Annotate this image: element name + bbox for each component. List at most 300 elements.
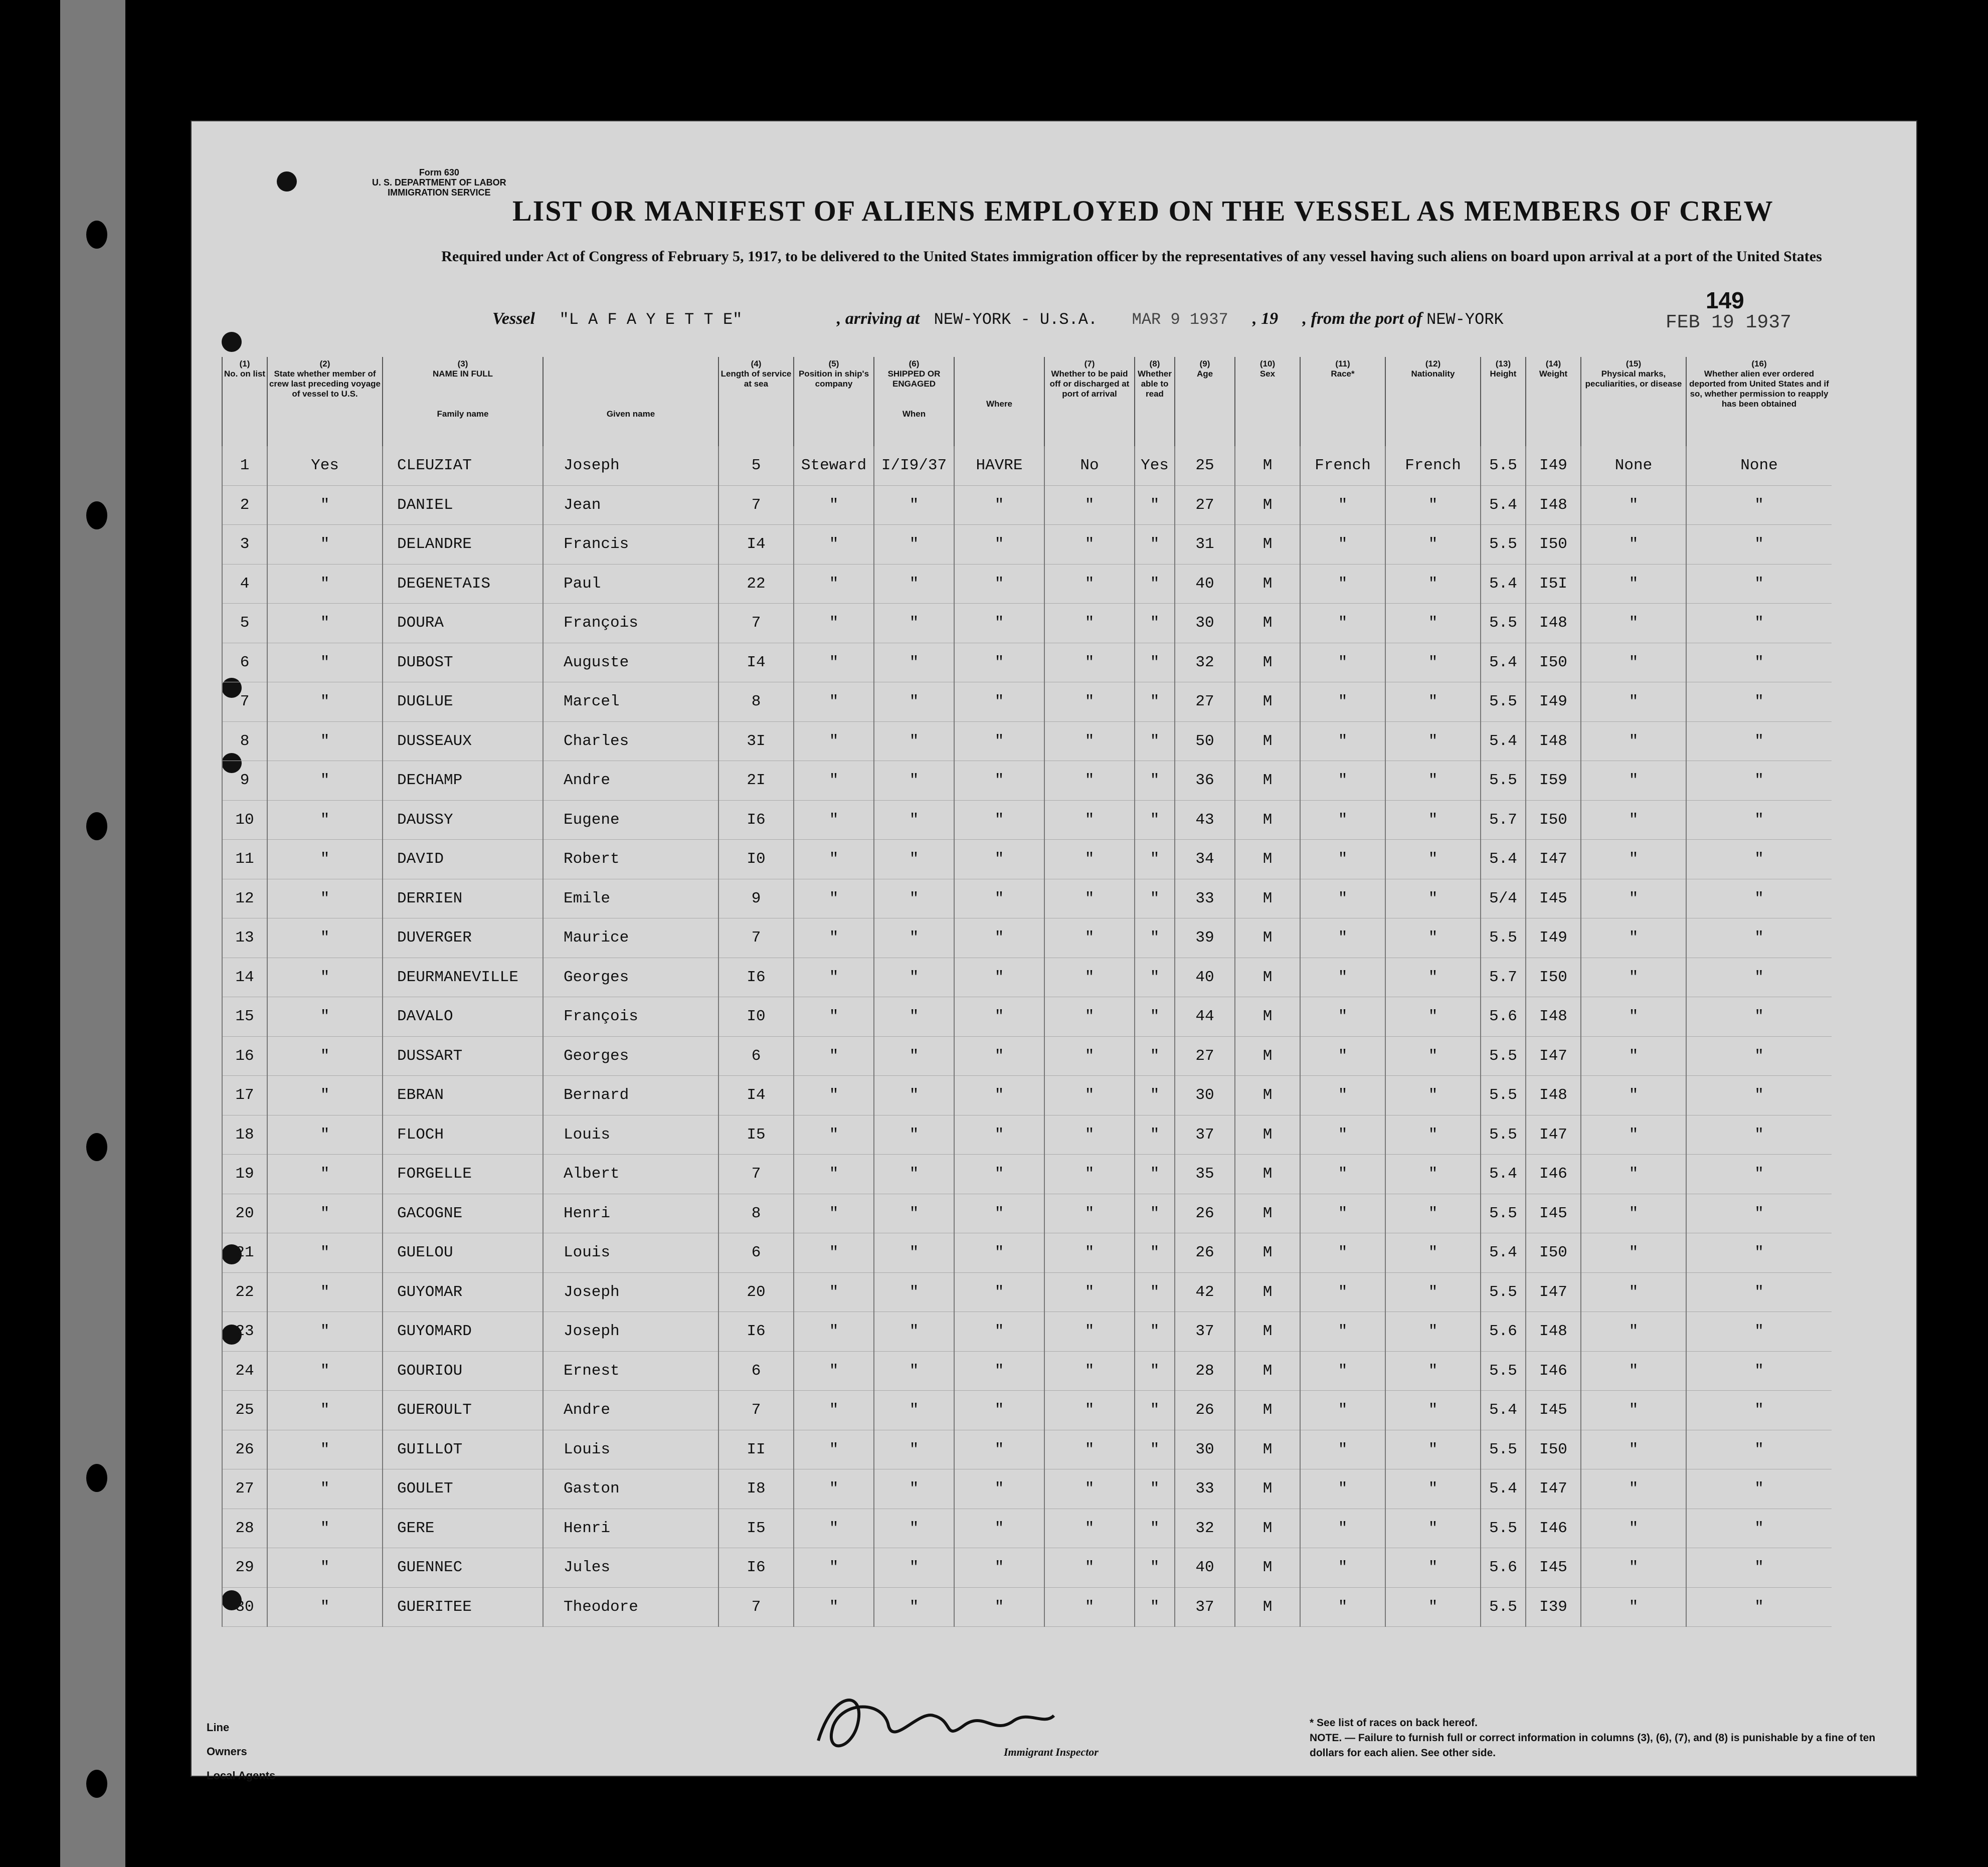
- cell-previous-voyage: ": [267, 997, 383, 1037]
- cell-position: ": [794, 643, 874, 682]
- cell-previous-voyage: ": [267, 800, 383, 840]
- cell-weight: I45: [1526, 1194, 1581, 1233]
- cell-sex: M: [1235, 485, 1300, 525]
- cell-paid-off: ": [1044, 1155, 1135, 1194]
- cell-weight: I48: [1526, 1312, 1581, 1352]
- cell-deported: ": [1686, 1469, 1832, 1509]
- cell-shipped-when: ": [874, 1312, 954, 1352]
- cell-family-name: DANIEL: [383, 485, 543, 525]
- cell-given-name: Emile: [543, 879, 718, 918]
- cell-weight: I47: [1526, 1115, 1581, 1155]
- cell-able-to-read: ": [1135, 721, 1175, 761]
- cell-shipped-when: ": [874, 1076, 954, 1115]
- cell-race: ": [1300, 1115, 1385, 1155]
- cell-weight: I46: [1526, 1509, 1581, 1548]
- cell-previous-voyage: ": [267, 564, 383, 604]
- cell-deported: ": [1686, 1115, 1832, 1155]
- cell-weight: I47: [1526, 1469, 1581, 1509]
- cell-able-to-read: ": [1135, 1312, 1175, 1352]
- col-header-no: (1) No. on list: [222, 357, 267, 446]
- table-row: [222, 879, 1832, 918]
- cell-service-length: 6: [718, 1233, 794, 1273]
- cell-paid-off: ": [1044, 1391, 1135, 1430]
- cell-no: 4: [222, 564, 267, 604]
- cell-height: 5.5: [1481, 1076, 1526, 1115]
- cell-no: 25: [222, 1391, 267, 1430]
- cell-physical-marks: ": [1581, 1430, 1686, 1469]
- cell-deported: ": [1686, 800, 1832, 840]
- cell-shipped-when: ": [874, 1391, 954, 1430]
- cell-deported: ": [1686, 1155, 1832, 1194]
- cell-position: ": [794, 1115, 874, 1155]
- cell-height: 5.5: [1481, 761, 1526, 801]
- cell-height: 5.7: [1481, 800, 1526, 840]
- arrival-date: MAR 9 1937: [1132, 310, 1228, 329]
- cell-position: ": [794, 1469, 874, 1509]
- cell-service-length: I0: [718, 997, 794, 1037]
- cell-service-length: I5: [718, 1509, 794, 1548]
- cell-nationality: ": [1385, 643, 1481, 682]
- cell-sex: M: [1235, 1391, 1300, 1430]
- cell-family-name: GUYOMARD: [383, 1312, 543, 1352]
- cell-deported: ": [1686, 840, 1832, 879]
- cell-deported: ": [1686, 1272, 1832, 1312]
- cell-given-name: Maurice: [543, 918, 718, 958]
- cell-shipped-when: ": [874, 485, 954, 525]
- cell-race: ": [1300, 1469, 1385, 1509]
- cell-age: 37: [1175, 1312, 1235, 1352]
- col-header-previous-voyage: (2) State whether member of crew last preceding voyage of vessel to U.S.: [267, 357, 383, 446]
- col-header-service-length: (4) Length of service at sea: [718, 357, 794, 446]
- cell-no: 6: [222, 643, 267, 682]
- cell-given-name: Louis: [543, 1430, 718, 1469]
- cell-physical-marks: ": [1581, 761, 1686, 801]
- cell-family-name: DUBOST: [383, 643, 543, 682]
- cell-age: 37: [1175, 1587, 1235, 1627]
- cell-deported: ": [1686, 1233, 1832, 1273]
- cell-no: 19: [222, 1155, 267, 1194]
- punch-hole: [86, 812, 107, 840]
- table-row: [222, 958, 1832, 997]
- cell-position: ": [794, 840, 874, 879]
- cell-family-name: DEURMANEVILLE: [383, 958, 543, 997]
- table-row: [222, 1272, 1832, 1312]
- cell-age: 35: [1175, 1155, 1235, 1194]
- cell-age: 30: [1175, 1430, 1235, 1469]
- cell-height: 5.5: [1481, 1587, 1526, 1627]
- cell-height: 5.4: [1481, 1469, 1526, 1509]
- cell-able-to-read: ": [1135, 1233, 1175, 1273]
- cell-no: 21: [222, 1233, 267, 1273]
- cell-shipped-where: ": [954, 1312, 1044, 1352]
- cell-paid-off: ": [1044, 1076, 1135, 1115]
- cell-previous-voyage: ": [267, 1548, 383, 1588]
- table-row: [222, 1233, 1832, 1273]
- cell-race: ": [1300, 1155, 1385, 1194]
- cell-position: ": [794, 1391, 874, 1430]
- cell-service-length: I4: [718, 525, 794, 565]
- punch-hole: [86, 501, 107, 529]
- cell-shipped-when: ": [874, 997, 954, 1037]
- cell-weight: I49: [1526, 446, 1581, 485]
- cell-family-name: GUILLOT: [383, 1430, 543, 1469]
- cell-shipped-when: ": [874, 682, 954, 722]
- table-row: [222, 604, 1832, 643]
- cell-height: 5.5: [1481, 604, 1526, 643]
- cell-given-name: Louis: [543, 1233, 718, 1273]
- cell-family-name: GOURIOU: [383, 1351, 543, 1391]
- cell-sex: M: [1235, 721, 1300, 761]
- cell-no: 12: [222, 879, 267, 918]
- cell-shipped-where: ": [954, 1391, 1044, 1430]
- cell-age: 36: [1175, 761, 1235, 801]
- cell-given-name: Joseph: [543, 446, 718, 485]
- col-header-shipped-when: (6) SHIPPED OR ENGAGED When: [874, 357, 954, 446]
- cell-given-name: Louis: [543, 1115, 718, 1155]
- cell-physical-marks: ": [1581, 485, 1686, 525]
- cell-able-to-read: ": [1135, 1430, 1175, 1469]
- cell-sex: M: [1235, 1312, 1300, 1352]
- cell-previous-voyage: ": [267, 958, 383, 997]
- cell-position: ": [794, 879, 874, 918]
- cell-shipped-where: ": [954, 1351, 1044, 1391]
- cell-given-name: Joseph: [543, 1312, 718, 1352]
- cell-nationality: ": [1385, 1155, 1481, 1194]
- cell-age: 40: [1175, 958, 1235, 997]
- cell-race: ": [1300, 1391, 1385, 1430]
- cell-able-to-read: ": [1135, 879, 1175, 918]
- left-filmstrip: [60, 0, 125, 1867]
- cell-paid-off: ": [1044, 800, 1135, 840]
- cell-previous-voyage: ": [267, 840, 383, 879]
- inspector-label: Immigrant Inspector: [1004, 1746, 1099, 1758]
- cell-paid-off: ": [1044, 1587, 1135, 1627]
- cell-sex: M: [1235, 1469, 1300, 1509]
- cell-position: ": [794, 1036, 874, 1076]
- cell-shipped-when: ": [874, 1233, 954, 1273]
- cell-weight: I49: [1526, 682, 1581, 722]
- cell-shipped-when: ": [874, 800, 954, 840]
- cell-shipped-where: ": [954, 1155, 1044, 1194]
- cell-race: ": [1300, 879, 1385, 918]
- cell-service-length: 6: [718, 1351, 794, 1391]
- cell-shipped-when: ": [874, 1036, 954, 1076]
- table-row: [222, 918, 1832, 958]
- cell-physical-marks: ": [1581, 1036, 1686, 1076]
- from-label: , from the port of: [1302, 309, 1422, 328]
- cell-able-to-read: ": [1135, 1036, 1175, 1076]
- cell-shipped-when: ": [874, 1509, 954, 1548]
- cell-position: ": [794, 800, 874, 840]
- col-header-height: (13) Height: [1481, 357, 1526, 446]
- cell-weight: I45: [1526, 1548, 1581, 1588]
- cell-no: 15: [222, 997, 267, 1037]
- cell-sex: M: [1235, 1509, 1300, 1548]
- cell-nationality: ": [1385, 1036, 1481, 1076]
- cell-paid-off: ": [1044, 1430, 1135, 1469]
- cell-height: 5.6: [1481, 1548, 1526, 1588]
- cell-paid-off: ": [1044, 1115, 1135, 1155]
- cell-service-length: 3I: [718, 721, 794, 761]
- cell-physical-marks: ": [1581, 604, 1686, 643]
- cell-family-name: DUSSART: [383, 1036, 543, 1076]
- cell-previous-voyage: ": [267, 1430, 383, 1469]
- cell-shipped-when: ": [874, 879, 954, 918]
- cell-nationality: ": [1385, 800, 1481, 840]
- cell-position: ": [794, 1509, 874, 1548]
- cell-physical-marks: ": [1581, 1076, 1686, 1115]
- cell-given-name: Andre: [543, 761, 718, 801]
- cell-race: ": [1300, 1076, 1385, 1115]
- cell-sex: M: [1235, 1115, 1300, 1155]
- cell-position: ": [794, 564, 874, 604]
- cell-family-name: CLEUZIAT: [383, 446, 543, 485]
- cell-height: 5.4: [1481, 564, 1526, 604]
- cell-position: ": [794, 485, 874, 525]
- cell-weight: I50: [1526, 643, 1581, 682]
- cell-sex: M: [1235, 525, 1300, 565]
- cell-no: 22: [222, 1272, 267, 1312]
- table-row: [222, 1391, 1832, 1430]
- cell-service-length: 5: [718, 446, 794, 485]
- table-row: [222, 1469, 1832, 1509]
- cell-weight: I45: [1526, 879, 1581, 918]
- cell-shipped-when: ": [874, 1351, 954, 1391]
- cell-service-length: 7: [718, 1391, 794, 1430]
- cell-paid-off: ": [1044, 564, 1135, 604]
- cell-race: ": [1300, 1430, 1385, 1469]
- cell-physical-marks: ": [1581, 879, 1686, 918]
- cell-previous-voyage: ": [267, 682, 383, 722]
- cell-height: 5.5: [1481, 1194, 1526, 1233]
- cell-service-length: I8: [718, 1469, 794, 1509]
- cell-deported: ": [1686, 485, 1832, 525]
- cell-given-name: Albert: [543, 1155, 718, 1194]
- cell-previous-voyage: ": [267, 721, 383, 761]
- cell-no: 20: [222, 1194, 267, 1233]
- arriving-port: NEW-YORK - U.S.A.: [934, 310, 1098, 329]
- cell-shipped-when: ": [874, 525, 954, 565]
- cell-weight: I50: [1526, 1430, 1581, 1469]
- cell-previous-voyage: ": [267, 1233, 383, 1273]
- punch-hole: [86, 1133, 107, 1161]
- cell-shipped-when: ": [874, 1155, 954, 1194]
- cell-physical-marks: ": [1581, 564, 1686, 604]
- cell-height: 5.5: [1481, 1272, 1526, 1312]
- cell-previous-voyage: ": [267, 1115, 383, 1155]
- cell-no: 1: [222, 446, 267, 485]
- cell-previous-voyage: ": [267, 643, 383, 682]
- cell-race: ": [1300, 840, 1385, 879]
- cell-shipped-where: ": [954, 958, 1044, 997]
- cell-age: 26: [1175, 1194, 1235, 1233]
- cell-position: ": [794, 525, 874, 565]
- cell-height: 5.5: [1481, 1351, 1526, 1391]
- cell-weight: I46: [1526, 1155, 1581, 1194]
- cell-shipped-when: ": [874, 1272, 954, 1312]
- cell-service-length: I6: [718, 1312, 794, 1352]
- cell-shipped-where: ": [954, 643, 1044, 682]
- cell-nationality: ": [1385, 879, 1481, 918]
- cell-physical-marks: ": [1581, 643, 1686, 682]
- cell-race: ": [1300, 1351, 1385, 1391]
- cell-age: 26: [1175, 1233, 1235, 1273]
- cell-no: 3: [222, 525, 267, 565]
- col-header-given-name: Given name: [543, 357, 718, 446]
- cell-shipped-where: ": [954, 1115, 1044, 1155]
- cell-sex: M: [1235, 564, 1300, 604]
- cell-race: ": [1300, 1036, 1385, 1076]
- punch-hole: [86, 221, 107, 249]
- cell-deported: ": [1686, 1076, 1832, 1115]
- table-row: [222, 721, 1832, 761]
- cell-deported: ": [1686, 918, 1832, 958]
- cell-position: ": [794, 1272, 874, 1312]
- footer-labels: [207, 1716, 275, 1788]
- cell-race: ": [1300, 997, 1385, 1037]
- cell-given-name: Robert: [543, 840, 718, 879]
- local-agents-label: Local Agents: [207, 1769, 276, 1782]
- cell-physical-marks: ": [1581, 1469, 1686, 1509]
- cell-paid-off: ": [1044, 604, 1135, 643]
- cell-able-to-read: ": [1135, 485, 1175, 525]
- table-row: [222, 1587, 1832, 1627]
- cell-able-to-read: ": [1135, 1076, 1175, 1115]
- cell-nationality: ": [1385, 1312, 1481, 1352]
- cell-height: 5.5: [1481, 1430, 1526, 1469]
- cell-able-to-read: ": [1135, 918, 1175, 958]
- cell-weight: I45: [1526, 1391, 1581, 1430]
- cell-no: 5: [222, 604, 267, 643]
- cell-previous-voyage: ": [267, 1076, 383, 1115]
- cell-given-name: Georges: [543, 958, 718, 997]
- cell-physical-marks: ": [1581, 1233, 1686, 1273]
- cell-family-name: DECHAMP: [383, 761, 543, 801]
- cell-nationality: ": [1385, 682, 1481, 722]
- cell-nationality: ": [1385, 1430, 1481, 1469]
- cell-previous-voyage: ": [267, 525, 383, 565]
- cell-given-name: Jean: [543, 485, 718, 525]
- cell-sex: M: [1235, 840, 1300, 879]
- cell-height: 5.5: [1481, 1509, 1526, 1548]
- arriving-label: , arriving at: [836, 309, 920, 328]
- cell-previous-voyage: ": [267, 1036, 383, 1076]
- cell-sex: M: [1235, 604, 1300, 643]
- cell-paid-off: No: [1044, 446, 1135, 485]
- cell-shipped-when: ": [874, 840, 954, 879]
- cell-service-length: 7: [718, 604, 794, 643]
- cell-family-name: EBRAN: [383, 1076, 543, 1115]
- table-row: [222, 1430, 1832, 1469]
- cell-no: 7: [222, 682, 267, 722]
- cell-able-to-read: ": [1135, 958, 1175, 997]
- cell-service-length: II: [718, 1430, 794, 1469]
- cell-paid-off: ": [1044, 1351, 1135, 1391]
- cell-no: 14: [222, 958, 267, 997]
- cell-given-name: Henri: [543, 1509, 718, 1548]
- cell-race: ": [1300, 564, 1385, 604]
- cell-nationality: ": [1385, 1194, 1481, 1233]
- cell-able-to-read: ": [1135, 761, 1175, 801]
- cell-race: ": [1300, 485, 1385, 525]
- cell-given-name: François: [543, 997, 718, 1037]
- cell-service-length: I6: [718, 958, 794, 997]
- cell-paid-off: ": [1044, 997, 1135, 1037]
- cell-paid-off: ": [1044, 1469, 1135, 1509]
- cell-nationality: ": [1385, 1587, 1481, 1627]
- cell-sex: M: [1235, 879, 1300, 918]
- cell-age: 33: [1175, 879, 1235, 918]
- cell-paid-off: ": [1044, 1194, 1135, 1233]
- cell-able-to-read: ": [1135, 604, 1175, 643]
- cell-physical-marks: ": [1581, 682, 1686, 722]
- cell-previous-voyage: ": [267, 1391, 383, 1430]
- cell-deported: ": [1686, 1036, 1832, 1076]
- cell-shipped-where: ": [954, 1272, 1044, 1312]
- cell-physical-marks: ": [1581, 958, 1686, 997]
- cell-shipped-where: ": [954, 800, 1044, 840]
- cell-physical-marks: ": [1581, 1509, 1686, 1548]
- cell-height: 5.4: [1481, 1391, 1526, 1430]
- cell-shipped-where: ": [954, 840, 1044, 879]
- cell-nationality: ": [1385, 840, 1481, 879]
- cell-able-to-read: ": [1135, 643, 1175, 682]
- cell-service-length: I0: [718, 840, 794, 879]
- cell-nationality: ": [1385, 1548, 1481, 1588]
- cell-physical-marks: None: [1581, 446, 1686, 485]
- cell-age: 50: [1175, 721, 1235, 761]
- col-header-deported: (16) Whether alien ever ordered deported from United States and if so, whether permission to reapply has been obtained: [1686, 357, 1832, 446]
- cell-service-length: 20: [718, 1272, 794, 1312]
- cell-family-name: DOURA: [383, 604, 543, 643]
- table-row: [222, 525, 1832, 565]
- cell-position: ": [794, 1430, 874, 1469]
- cell-able-to-read: ": [1135, 1587, 1175, 1627]
- cell-weight: I5I: [1526, 564, 1581, 604]
- cell-no: 11: [222, 840, 267, 879]
- cell-deported: ": [1686, 1548, 1832, 1588]
- col-header-age: (9) Age: [1175, 357, 1235, 446]
- cell-height: 5.5: [1481, 918, 1526, 958]
- cell-service-length: 22: [718, 564, 794, 604]
- cell-nationality: ": [1385, 997, 1481, 1037]
- cell-position: ": [794, 1548, 874, 1588]
- cell-age: 26: [1175, 1391, 1235, 1430]
- manifest-sheet: [191, 120, 1917, 1782]
- cell-shipped-when: ": [874, 721, 954, 761]
- cell-able-to-read: ": [1135, 1194, 1175, 1233]
- cell-position: ": [794, 1587, 874, 1627]
- cell-service-length: 7: [718, 918, 794, 958]
- col-header-paid-off: (7) Whether to be paid off or discharged at port of arrival: [1044, 357, 1135, 446]
- cell-sex: M: [1235, 1272, 1300, 1312]
- cell-nationality: ": [1385, 1509, 1481, 1548]
- cell-position: ": [794, 1233, 874, 1273]
- cell-sex: M: [1235, 1194, 1300, 1233]
- cell-family-name: FLOCH: [383, 1115, 543, 1155]
- table-row: [222, 1312, 1832, 1352]
- col-header-race: (11) Race*: [1300, 357, 1385, 446]
- cell-paid-off: ": [1044, 1548, 1135, 1588]
- cell-paid-off: ": [1044, 958, 1135, 997]
- cell-service-length: 8: [718, 682, 794, 722]
- cell-race: ": [1300, 721, 1385, 761]
- cell-age: 44: [1175, 997, 1235, 1037]
- cell-shipped-where: ": [954, 721, 1044, 761]
- cell-weight: I47: [1526, 1036, 1581, 1076]
- cell-family-name: GUYOMAR: [383, 1272, 543, 1312]
- cell-shipped-when: ": [874, 643, 954, 682]
